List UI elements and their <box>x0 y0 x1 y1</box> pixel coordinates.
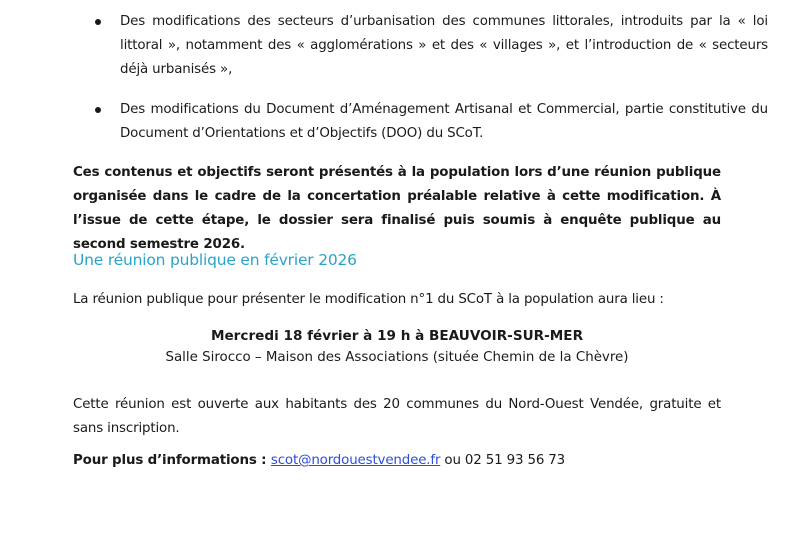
summary-paragraph: Ces contenus et objectifs seront présentés à la population lors d’une réunion publique organisée dans le cadre de la concertation préalable relative à cette modification. À l’issue de cette étape, le dossier sera finalisé puis soumis à enquête publique au second semestre 2026. <box>73 165 721 252</box>
list-item <box>73 10 768 82</box>
list-item <box>73 98 768 146</box>
event-details <box>73 326 721 368</box>
bullet-text: Des modifications des secteurs d’urbanisation des communes littorales, introduits par la « loi littoral », notamment des « agglomérations » et des « villages », et l’introduction de « secteurs déjà urbanisés », <box>120 14 768 77</box>
intro-paragraph: La réunion publique pour présenter le modification n°1 du SCoT à la population aura lieu : <box>73 292 664 307</box>
bullet-text: Des modifications du Document d’Aménagement Artisanal et Commercial, partie constitutive du Document d’Orientations et d’Objectifs (DOO) du SCoT. <box>120 102 768 141</box>
event-datetime-place: Mercredi 18 février à 19 h à BEAUVOIR-SUR-MER <box>210 328 584 344</box>
open-info-paragraph: Cette réunion est ouverte aux habitants des 20 communes du Nord-Ouest Vendée, gratuite et sans inscription. <box>73 397 721 436</box>
contact-separator: ou <box>440 453 465 468</box>
contact-line <box>73 449 721 473</box>
bullet-icon <box>95 107 101 113</box>
event-venue: Salle Sirocco – Maison des Associations (située Chemin de la Chèvre) <box>165 350 629 365</box>
email-link[interactable]: scot@nordouestvendee.fr <box>270 453 441 468</box>
contact-label: Pour plus d’informations : <box>73 453 271 468</box>
phone-number: 02 51 93 56 73 <box>464 453 566 468</box>
bullet-icon <box>95 19 101 25</box>
section-heading: Une réunion publique en février 2026 <box>73 251 357 269</box>
